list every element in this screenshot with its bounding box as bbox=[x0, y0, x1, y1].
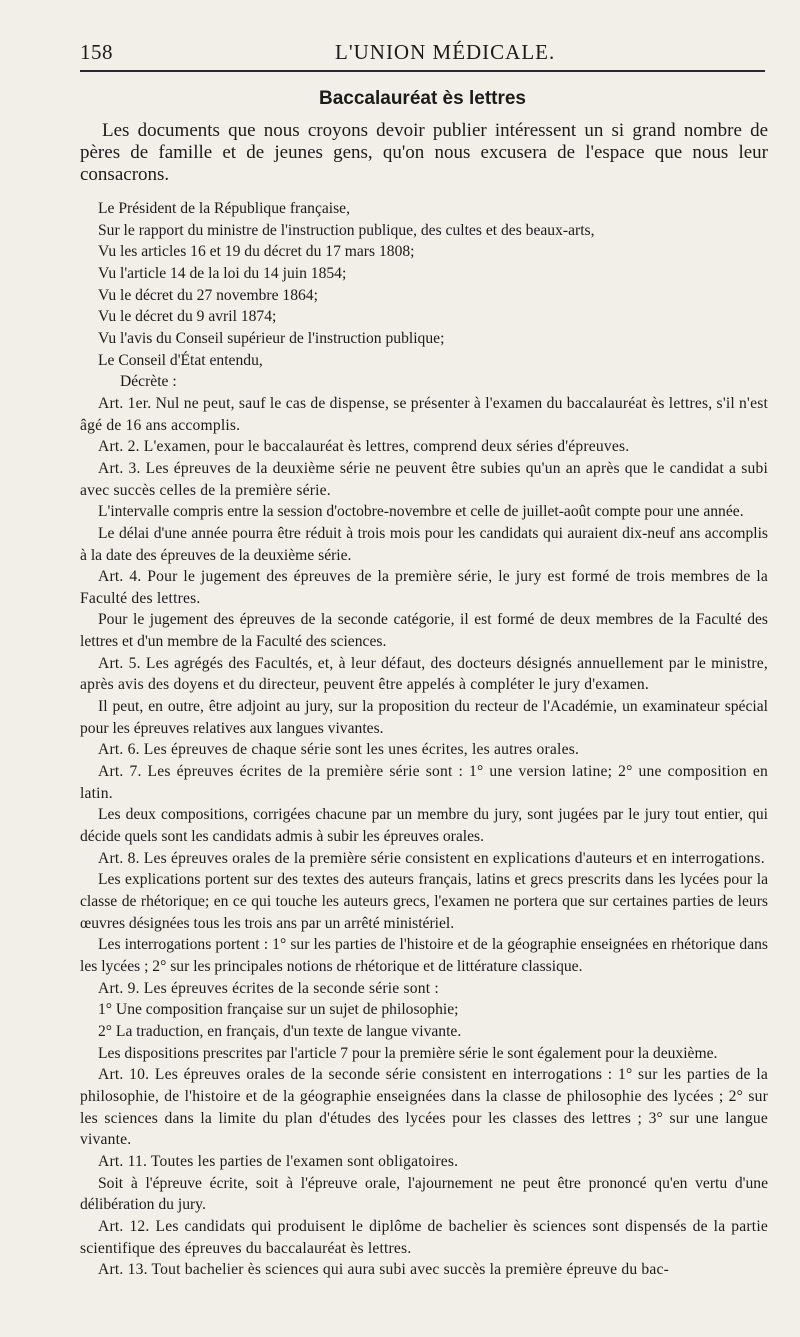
list-item-composition: 1° Une composition française sur un sujet de philosophie; bbox=[98, 1001, 459, 1019]
paragraph-vu-1864: Vu le décret du 27 novembre 1864; bbox=[98, 286, 318, 304]
article-4: Art. 4. Pour le jugement des épreuves de la première série, le jury est formé de trois membres de la Faculté des lettres. bbox=[80, 568, 768, 607]
section-title: Baccalauréat ès lettres bbox=[318, 88, 526, 109]
article-10: Art. 10. Les épreuves orales de la seconde série consistent en interrogations : 1° sur les parties de la philosophie, de l'histoire et de la géographie enseignées dans la classe de philosophie des lycées ; 2° sur les sciences dans la limite du plan d'études des lycées pour les classes des lettres ; 3° sur une langue vivante. bbox=[80, 1066, 768, 1149]
paragraph-vu-1854: Vu l'article 14 de la loi du 14 juin 1854; bbox=[98, 264, 347, 282]
intro-paragraph: Les documents que nous croyons devoir publier intéressent un si grand nombre de pères de famille et de jeunes gens, qu'on nous excusera de l'espace que nous leur consacrons. bbox=[80, 120, 768, 185]
paragraph-delai: Le délai d'une année pourra être réduit à trois mois pour les candidats qui auraient dix-neuf ans accomplis à la date des épreuves de la deuxième série. bbox=[80, 524, 768, 564]
article-11: Art. 11. Toutes les parties de l'examen sont obligatoires. bbox=[98, 1152, 459, 1170]
article-12: Art. 12. Les candidats qui produisent le diplôme de bachelier ès sciences sont dispensés de la partie scientifique des épreuves du baccalauréat ès lettres. bbox=[80, 1217, 768, 1257]
paragraph-conseil: Le Conseil d'État entendu, bbox=[98, 351, 263, 369]
running-title: L'UNION MÉDICALE. bbox=[335, 40, 556, 64]
paragraph-examinateur: Il peut, en outre, être adjoint au jury, sur la proposition du recteur de l'Académie, un examinateur spécial pour les épreuves relatives aux langues vivantes. bbox=[80, 698, 768, 737]
paragraph-vu-1874: Vu le décret du 9 avril 1874; bbox=[98, 308, 277, 326]
article-8: Art. 8. Les épreuves orales de la première série consistent en explications d'auteurs et en interrogations. bbox=[98, 849, 765, 867]
paragraph-rapport: Sur le rapport du ministre de l'instruction publique, des cultes et des beaux-arts, bbox=[98, 221, 595, 239]
paragraph-intervalle: L'intervalle compris entre la session d'octobre-novembre et celle de juillet-août compte pour une année. bbox=[98, 503, 744, 521]
paragraph-dispositions: Les dispositions prescrites par l'article 7 pour la première série le sont également pour la deuxième. bbox=[98, 1044, 718, 1062]
article-3: Art. 3. Les épreuves de la deuxième série ne peuvent être subies qu'un an après que le candidat a subi avec succès celles de la première série. bbox=[80, 459, 768, 499]
list-item-traduction: 2° La traduction, en français, d'un texte de langue vivante. bbox=[98, 1022, 462, 1040]
article-2: Art. 2. L'examen, pour le baccalauréat ès lettres, comprend deux séries d'épreuves. bbox=[98, 438, 630, 456]
article-5: Art. 5. Les agrégés des Facultés, et, à leur défaut, des docteurs désignés annuellement par le ministre, après avis des doyens et du directeur, peuvent être appelés à compléter le jury d'examen. bbox=[80, 654, 768, 694]
paragraph-president: Le Président de la République française, bbox=[98, 200, 351, 217]
article-9: Art. 9. Les épreuves écrites de la seconde série sont : bbox=[98, 979, 439, 997]
decree-text bbox=[80, 198, 768, 1281]
article-1: Art. 1er. Nul ne peut, sauf le cas de dispense, se présenter à l'examen du baccalauréat ès lettres, s'il n'est âgé de 16 ans accomplis. bbox=[80, 394, 768, 434]
paragraph-ajournement: Soit à l'épreuve écrite, soit à l'épreuve orale, l'ajournement ne peut être prononcé qu'en vertu d'une délibération du jury. bbox=[80, 1174, 768, 1214]
paragraph-seconde-categorie: Pour le jugement des épreuves de la seconde catégorie, il est formé de deux membres de la Faculté des lettres et d'un membre de la Faculté des sciences. bbox=[80, 611, 768, 651]
article-13: Art. 13. Tout bachelier ès sciences qui aura subi avec succès la première épreuve du bac- bbox=[98, 1261, 670, 1279]
page-number: 158 bbox=[80, 40, 113, 64]
paragraph-vu-avis: Vu l'avis du Conseil supérieur de l'instruction publique; bbox=[98, 329, 445, 347]
article-7: Art. 7. Les épreuves écrites de la première série sont : 1° une version latine; 2° une composition en latin. bbox=[80, 763, 768, 802]
paragraph-vu-1808: Vu les articles 16 et 19 du décret du 17 mars 1808; bbox=[98, 243, 415, 261]
page-header bbox=[80, 36, 765, 72]
paragraph-interrogations: Les interrogations portent : 1° sur les parties de l'histoire et de la géographie enseignées en rhétorique dans les lycées ; 2° sur les principales notions de rhétorique et de littérature classique. bbox=[80, 936, 768, 975]
paragraph-decrete: Décrète : bbox=[120, 373, 177, 391]
article-6: Art. 6. Les épreuves de chaque série sont les unes écrites, les autres orales. bbox=[98, 741, 580, 759]
paragraph-compositions: Les deux compositions, corrigées chacune par un membre du jury, sont jugées par le jury tout entier, qui décide quels sont les candidats admis à subir les épreuves orales. bbox=[80, 806, 768, 846]
paragraph-explications: Les explications portent sur des textes des auteurs français, latins et grecs prescrits dans les lycées pour la classe de rhétorique; en ce qui touche les auteurs grecs, l'examen ne portera que sur certaines parties de leurs œuvres désignées tous les trois ans par un arrêté ministériel. bbox=[80, 871, 768, 932]
